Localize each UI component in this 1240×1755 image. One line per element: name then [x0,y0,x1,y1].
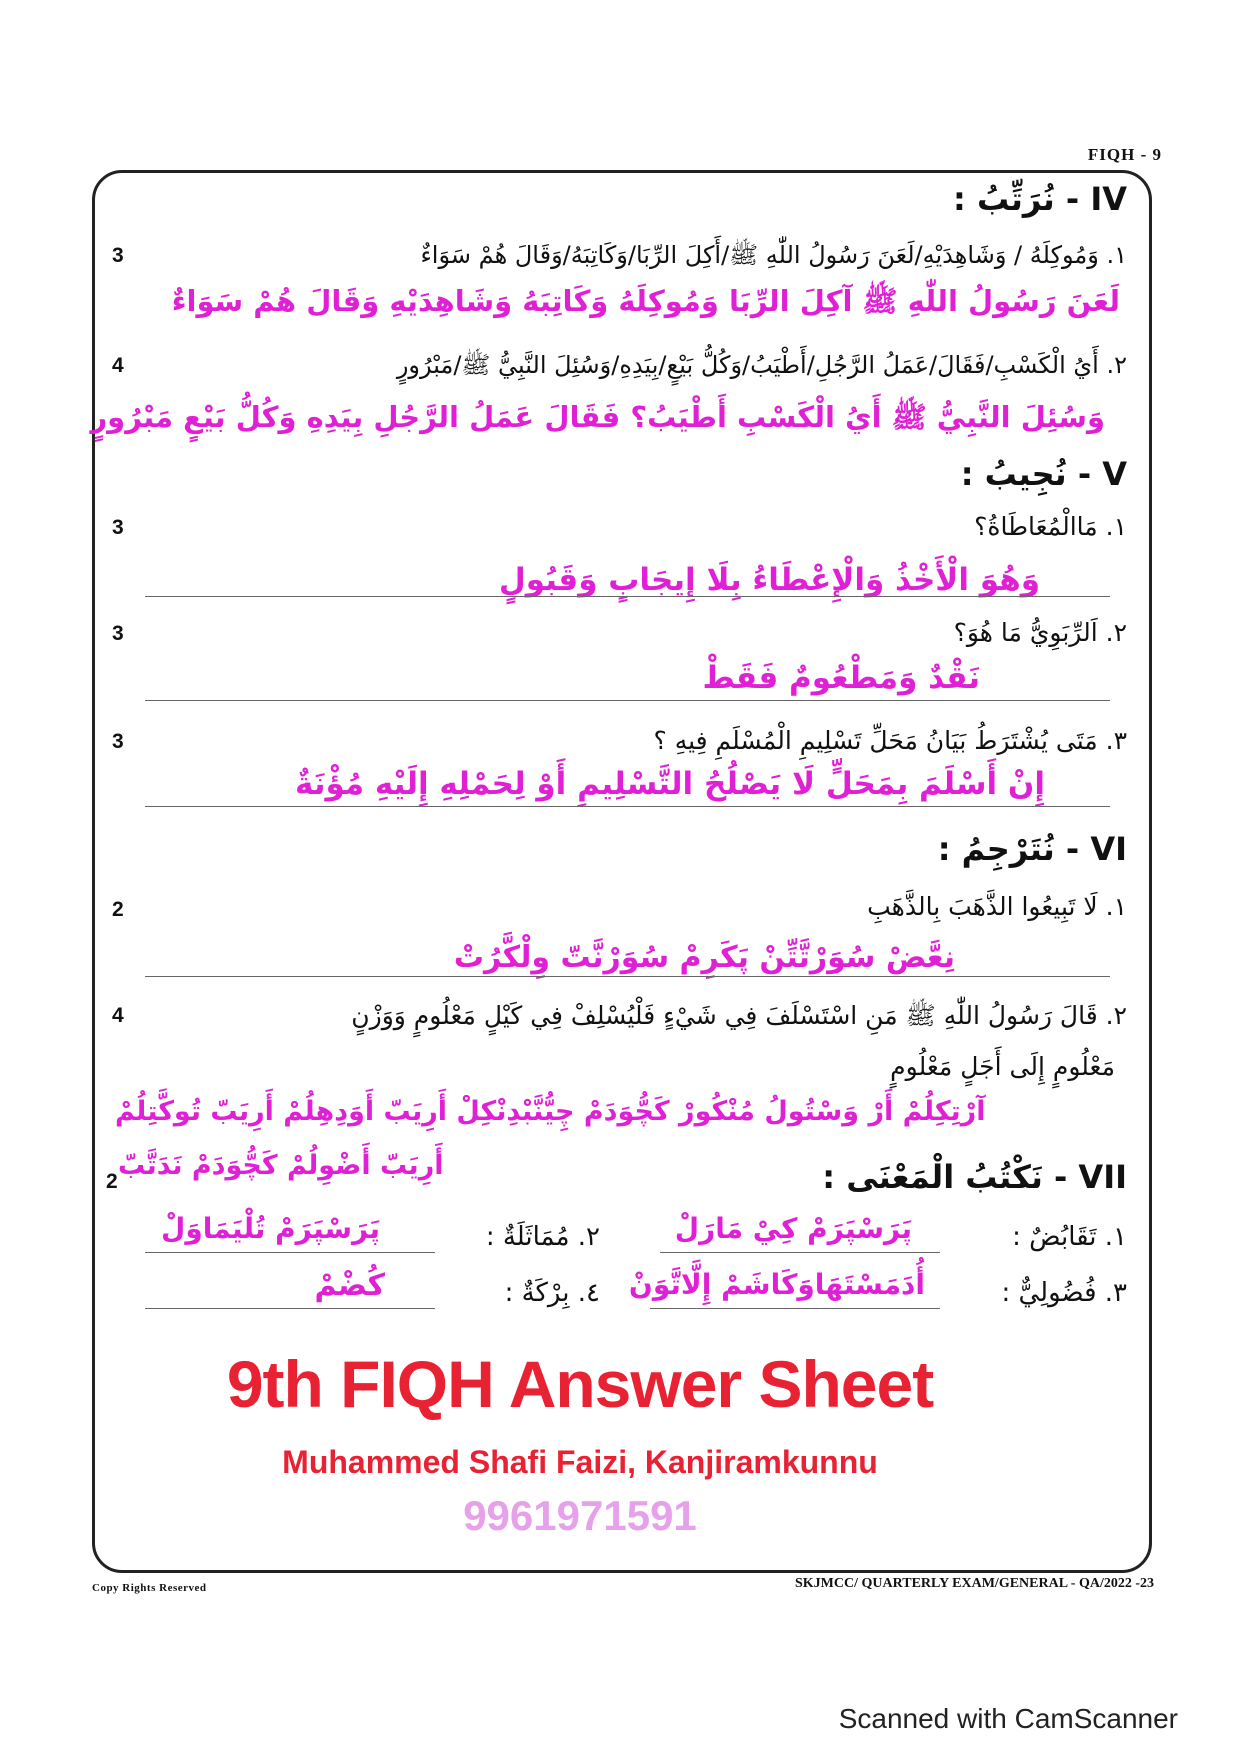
answer-line [145,976,1110,977]
section-vii-title: VII - نَكْتُبُ الْمَعْنَى : [822,1158,1127,1196]
vocab-label-1: ١. تَقَابُضٌ : [1012,1222,1127,1252]
scanner-note: Scanned with CamScanner [838,1703,1178,1734]
section-v-q1-text: ١. مَاالْمُعَاطَاةُ؟ [974,512,1127,541]
footer-copyright: Copy Rights Reserved [92,1582,207,1594]
section-v-q2-answer: نَقْدٌ وَمَطْعُومٌ فَقَطْ [702,660,980,696]
section-iv-q2-answer: وَسُئِلَ النَّبِيُّ ﷺ أَيُ الْكَسْبِ أَطْيَبُ؟ فَقَالَ عَمَلُ الرَّجُلِ بِيَدِهِ وَكُلُّ بَيْعٍ مَبْرُورٍ [90,400,1105,434]
answer-line [650,1308,940,1309]
banner-author: Muhammed Shafi Faizi, Kanjiramkunnu [282,1444,878,1480]
section-iv-q1-text: ١. وَمُوكِلَهُ / وَشَاهِدَيْهِ/لَعَنَ رَسُولُ اللّٰهِ ﷺ/أَكِلَ الرِّبَا/وَكَاتِبَهُ/وَقَالَ هُمْ سَوَاءٌ [420,241,1127,269]
section-iv-q2-mark: 4 [112,354,124,377]
section-v-title: V - نُجِيبُ : [960,455,1127,493]
answer-line [145,1252,435,1253]
section-vi-title: VI - نُتَرْجِمُ : [937,830,1127,868]
answer-line [145,806,1110,807]
vocab-label-4: ٤. بِرْكَةٌ : [504,1278,600,1308]
vocab-label-3: ٣. فُضُولِيٌّ : [1001,1278,1127,1308]
section-iv-q1-answer: لَعَنَ رَسُولُ اللّٰهِ ﷺ آكِلَ الرِّبَا وَمُوكِلَهُ وَكَاتِبَهُ وَشَاهِدَيْهِ وَقَالَ هُمْ سَوَاءٌ [171,284,1120,318]
vocab-answer-3: أُدَمَسْتَهَاوَكَاشَمْ إِلَّاتَّوَنْ [628,1268,925,1301]
section-v-q1-mark: 3 [112,516,124,539]
section-iv-title: IV - نُرَتِّبُ : [953,180,1127,218]
banner-title: 9th FIQH Answer Sheet [226,1347,934,1421]
section-v-q3-text: ٣. مَتَى يُشْتَرَطُ بَيَانُ مَحَلِّ تَسْلِيمِ الْمُسْلَمِ فِيهِ ؟ [653,726,1127,755]
answer-line [145,1308,435,1309]
section-v-q2-mark: 3 [112,622,124,645]
section-vi-q2-answer-line1: آرْتِكِلُمْ أَرْ وَسْتُولُ مُنْكُورْ كَچُّوَدَمْ چِيُّنَّبْدِنْكِلْ أَرِيَبّ أَوَدِهِلُمْ أَرِيَبّ تُوكَّتِلُمْ [115,1096,986,1127]
section-vi-q1-answer: نِعَّضْ سُوَرْتَّتِّنْ پَكَرِمْ سُوَرْنَّتّ وِلْكَّرُتْ [453,940,955,975]
vocab-answer-1: پَرَسْپَرَمْ كِيْ مَارَلْ [674,1212,912,1245]
section-iv-q2-text: ٢. أَيُ الْكَسْبِ/فَقَالَ/عَمَلُ الرَّجُلِ/أَطْيَبُ/وَكُلُّ بَيْعٍ/بِيَدِهِ/وَسُئِلَ النَّبِيُّ ﷺ/مَبْرُورٍ [396,351,1127,379]
footer-exam-code: SKJMCC/ QUARTERLY EXAM/GENERAL - QA/2022 -23 [795,1576,1154,1591]
answer-line [145,700,1110,701]
vocab-label-2: ٢. مُمَاثَلَةٌ : [485,1222,600,1252]
banner-phone: 9961971591 [463,1492,697,1539]
page-header-label: FIQH - 9 [1087,145,1162,164]
section-vi-q2-text-line1: ٢. قَالَ رَسُولُ اللّٰهِ ﷺ مَنِ اسْتَسْلَفَ فِي شَيْءٍ فَلْيُسْلِفْ فِي كَيْلٍ مَعْلُومٍ وَوَزْنٍ [351,1001,1127,1030]
answer-line [145,596,1110,597]
section-vi-q2-mark: 4 [112,1004,124,1027]
section-vi-q2-text-line2: مَعْلُومٍ إِلَى أَجَلٍ مَعْلُومٍ [890,1052,1115,1081]
vocab-answer-4: كُضْمْ [314,1268,385,1303]
section-iv-q1-mark: 3 [112,244,124,267]
section-vi-q1-mark: 2 [112,898,124,921]
answer-line [660,1252,940,1253]
section-v-q3-answer: إِنْ أَسْلَمَ بِمَحَلٍّ لَا يَصْلُحُ التَّسْلِيمِ أَوْ لِحَمْلِهِ إِلَيْهِ مُؤْنَةٌ [295,766,1045,802]
section-v-q2-text: ٢. اَلرِّبَوِيُّ مَا هُوَ؟ [953,618,1127,647]
section-vii-mark: 2 [106,1170,118,1193]
section-vi-q2-answer-line2: أَرِيَبّ أَضْوِلُمْ كَچُّوَدَمْ نَدَتَّبّ [118,1150,444,1181]
vocab-answer-2: پَرَسْپَرَمْ تُلْيَمَاوَلْ [161,1212,380,1245]
section-vi-q1-text: ١. لَا تَبِيعُوا الذَّهَبَ بِالذَّهَبِ [867,892,1127,921]
section-v-q1-answer: وَهُوَ الْأَخْذُ وَالْإِعْطَاءُ بِلَا إِيجَابٍ وَقَبُولٍ [498,562,1040,598]
section-v-q3-mark: 3 [112,730,124,753]
